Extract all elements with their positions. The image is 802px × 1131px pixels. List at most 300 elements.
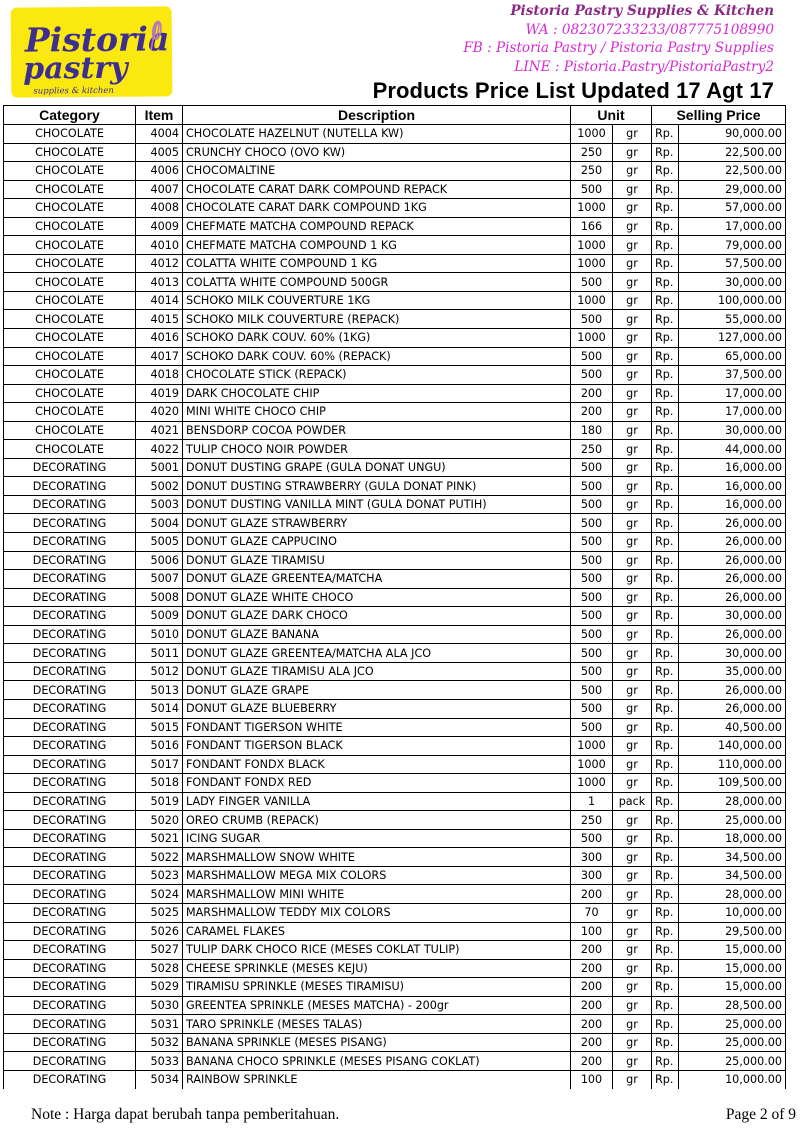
row-unit-qty: 200 (571, 996, 613, 1015)
row-currency: Rp. (652, 366, 679, 385)
row-price: 110,000.00 (679, 755, 786, 774)
row-currency: Rp. (652, 978, 679, 997)
row-category: DECORATING (4, 1052, 136, 1071)
table-row (4, 681, 786, 700)
table-row (4, 477, 786, 496)
row-unit-qty: 1000 (571, 125, 613, 144)
table-row (4, 1015, 786, 1034)
row-price: 22,500.00 (679, 143, 786, 162)
row-item-code: 5003 (136, 495, 183, 514)
row-unit-measure: gr (613, 922, 652, 941)
row-category: DECORATING (4, 848, 136, 867)
row-currency: Rp. (652, 941, 679, 960)
row-category: DECORATING (4, 866, 136, 885)
row-price: 25,000.00 (679, 1015, 786, 1034)
row-description: FONDANT TIGERSON WHITE (183, 718, 571, 737)
row-description: MINI WHITE CHOCO CHIP (183, 403, 571, 422)
row-description: DONUT DUSTING STRAWBERRY (GULA DONAT PINK) (183, 477, 571, 496)
table-row (4, 978, 786, 997)
row-price: 65,000.00 (679, 347, 786, 366)
row-category: CHOCOLATE (4, 421, 136, 440)
row-currency: Rp. (652, 792, 679, 811)
row-price: 35,000.00 (679, 662, 786, 681)
row-item-code: 5020 (136, 811, 183, 830)
row-unit-measure: gr (613, 477, 652, 496)
row-unit-measure: gr (613, 941, 652, 960)
row-category: DECORATING (4, 829, 136, 848)
row-price: 109,500.00 (679, 774, 786, 793)
row-description: ICING SUGAR (183, 829, 571, 848)
row-price: 16,000.00 (679, 477, 786, 496)
row-category: CHOCOLATE (4, 291, 136, 310)
table-row (4, 236, 786, 255)
row-unit-measure: gr (613, 533, 652, 552)
row-description: RAINBOW SPRINKLE (183, 1070, 571, 1089)
row-unit-qty: 1000 (571, 199, 613, 218)
row-unit-qty: 250 (571, 162, 613, 181)
row-item-code: 5011 (136, 644, 183, 663)
row-description: FONDANT TIGERSON BLACK (183, 737, 571, 756)
row-description: MARSHMALLOW MEGA MIX COLORS (183, 866, 571, 885)
row-unit-qty: 200 (571, 1052, 613, 1071)
table-row (4, 570, 786, 589)
row-price: 18,000.00 (679, 829, 786, 848)
row-price: 28,000.00 (679, 885, 786, 904)
row-category: DECORATING (4, 662, 136, 681)
row-unit-measure: gr (613, 514, 652, 533)
table-row (4, 662, 786, 681)
row-unit-qty: 500 (571, 533, 613, 552)
table-row (4, 1070, 786, 1089)
table-row (4, 199, 786, 218)
row-unit-measure: gr (613, 162, 652, 181)
table-row (4, 458, 786, 477)
row-description: SCHOKO MILK COUVERTURE (REPACK) (183, 310, 571, 329)
row-unit-qty: 200 (571, 978, 613, 997)
table-row (4, 514, 786, 533)
row-price: 26,000.00 (679, 699, 786, 718)
row-item-code: 5027 (136, 941, 183, 960)
row-unit-qty: 70 (571, 903, 613, 922)
row-category: CHOCOLATE (4, 310, 136, 329)
row-unit-qty: 200 (571, 403, 613, 422)
row-currency: Rp. (652, 273, 679, 292)
row-unit-qty: 500 (571, 310, 613, 329)
row-category: DECORATING (4, 959, 136, 978)
table-row (4, 291, 786, 310)
table-row (4, 347, 786, 366)
row-description: TIRAMISU SPRINKLE (MESES TIRAMISU) (183, 978, 571, 997)
table-row (4, 551, 786, 570)
row-description: DONUT GLAZE DARK CHOCO (183, 607, 571, 626)
row-category: DECORATING (4, 551, 136, 570)
header-category: Category (4, 106, 136, 125)
row-price: 26,000.00 (679, 551, 786, 570)
row-description: BENSDORP COCOA POWDER (183, 421, 571, 440)
row-description: MARSHMALLOW MINI WHITE (183, 885, 571, 904)
row-unit-measure: gr (613, 495, 652, 514)
row-currency: Rp. (652, 384, 679, 403)
svg-text:Pistoria: Pistoria (24, 19, 170, 60)
row-category: CHOCOLATE (4, 384, 136, 403)
row-currency: Rp. (652, 217, 679, 236)
row-currency: Rp. (652, 959, 679, 978)
row-currency: Rp. (652, 477, 679, 496)
row-unit-qty: 500 (571, 347, 613, 366)
row-price: 15,000.00 (679, 941, 786, 960)
row-unit-measure: gr (613, 310, 652, 329)
row-currency: Rp. (652, 551, 679, 570)
row-category: CHOCOLATE (4, 329, 136, 348)
row-description: TULIP CHOCO NOIR POWDER (183, 440, 571, 459)
row-category: DECORATING (4, 699, 136, 718)
row-unit-measure: gr (613, 366, 652, 385)
row-currency: Rp. (652, 848, 679, 867)
row-unit-qty: 500 (571, 588, 613, 607)
row-currency: Rp. (652, 570, 679, 589)
row-description: DONUT GLAZE TIRAMISU ALA JCO (183, 662, 571, 681)
row-unit-measure: gr (613, 959, 652, 978)
row-description: CHEFMATE MATCHA COMPOUND REPACK (183, 217, 571, 236)
row-unit-measure: gr (613, 588, 652, 607)
row-currency: Rp. (652, 1052, 679, 1071)
row-unit-measure: gr (613, 570, 652, 589)
row-description: DONUT GLAZE TIRAMISU (183, 551, 571, 570)
row-unit-measure: gr (613, 848, 652, 867)
row-unit-qty: 500 (571, 551, 613, 570)
row-unit-qty: 500 (571, 625, 613, 644)
row-item-code: 5018 (136, 774, 183, 793)
row-description: BANANA SPRINKLE (MESES PISANG) (183, 1033, 571, 1052)
row-unit-measure: gr (613, 125, 652, 144)
row-currency: Rp. (652, 903, 679, 922)
row-price: 26,000.00 (679, 588, 786, 607)
row-price: 17,000.00 (679, 217, 786, 236)
row-item-code: 5005 (136, 533, 183, 552)
table-row (4, 366, 786, 385)
row-unit-qty: 200 (571, 1033, 613, 1052)
row-item-code: 4015 (136, 310, 183, 329)
row-unit-measure: gr (613, 199, 652, 218)
row-unit-measure: gr (613, 1015, 652, 1034)
row-description: GREENTEA SPRINKLE (MESES MATCHA) - 200gr (183, 996, 571, 1015)
row-category: CHOCOLATE (4, 199, 136, 218)
row-price: 10,000.00 (679, 903, 786, 922)
row-item-code: 5026 (136, 922, 183, 941)
row-description: DONUT DUSTING VANILLA MINT (GULA DONAT PUTIH) (183, 495, 571, 514)
row-description: OREO CRUMB (REPACK) (183, 811, 571, 830)
row-price: 140,000.00 (679, 737, 786, 756)
row-description: DARK CHOCOLATE CHIP (183, 384, 571, 403)
row-category: DECORATING (4, 1033, 136, 1052)
row-description: MARSHMALLOW TEDDY MIX COLORS (183, 903, 571, 922)
row-currency: Rp. (652, 607, 679, 626)
row-unit-measure: gr (613, 291, 652, 310)
row-unit-measure: gr (613, 180, 652, 199)
table-row (4, 495, 786, 514)
row-category: DECORATING (4, 607, 136, 626)
row-description: CHEFMATE MATCHA COMPOUND 1 KG (183, 236, 571, 255)
row-unit-measure: gr (613, 681, 652, 700)
row-unit-qty: 1000 (571, 291, 613, 310)
row-price: 28,500.00 (679, 996, 786, 1015)
table-row (4, 273, 786, 292)
row-item-code: 5029 (136, 978, 183, 997)
row-item-code: 5016 (136, 737, 183, 756)
row-price: 28,000.00 (679, 792, 786, 811)
whatsapp-contact: WA : 082307233233/087775108990 (525, 21, 774, 38)
row-category: CHOCOLATE (4, 347, 136, 366)
table-row (4, 143, 786, 162)
row-item-code: 5032 (136, 1033, 183, 1052)
row-currency: Rp. (652, 1015, 679, 1034)
row-currency: Rp. (652, 458, 679, 477)
table-row (4, 217, 786, 236)
row-item-code: 5012 (136, 662, 183, 681)
row-price: 37,500.00 (679, 366, 786, 385)
row-item-code: 5008 (136, 588, 183, 607)
row-item-code: 4017 (136, 347, 183, 366)
row-unit-measure: pack (613, 792, 652, 811)
line-contact: LINE : Pistoria.Pastry/PistoriaPastry2 (514, 58, 774, 75)
row-price: 26,000.00 (679, 625, 786, 644)
footer-note: Note : Harga dapat berubah tanpa pemberitahuan. (31, 1106, 340, 1123)
row-item-code: 5015 (136, 718, 183, 737)
row-category: CHOCOLATE (4, 366, 136, 385)
row-item-code: 4018 (136, 366, 183, 385)
row-item-code: 4019 (136, 384, 183, 403)
table-row (4, 162, 786, 181)
row-currency: Rp. (652, 737, 679, 756)
row-currency: Rp. (652, 440, 679, 459)
row-item-code: 5025 (136, 903, 183, 922)
row-item-code: 5004 (136, 514, 183, 533)
row-price: 100,000.00 (679, 291, 786, 310)
row-unit-measure: gr (613, 347, 652, 366)
row-price: 34,500.00 (679, 866, 786, 885)
row-description: LADY FINGER VANILLA (183, 792, 571, 811)
table-row (4, 625, 786, 644)
row-category: DECORATING (4, 941, 136, 960)
row-category: DECORATING (4, 625, 136, 644)
table-row (4, 329, 786, 348)
row-item-code: 4009 (136, 217, 183, 236)
row-currency: Rp. (652, 866, 679, 885)
svg-text:pastry: pastry (22, 50, 128, 87)
row-unit-qty: 500 (571, 829, 613, 848)
row-currency: Rp. (652, 421, 679, 440)
table-row (4, 421, 786, 440)
row-category: DECORATING (4, 792, 136, 811)
row-currency: Rp. (652, 236, 679, 255)
row-category: DECORATING (4, 755, 136, 774)
row-item-code: 4013 (136, 273, 183, 292)
row-price: 127,000.00 (679, 329, 786, 348)
row-description: SCHOKO DARK COUV. 60% (1KG) (183, 329, 571, 348)
row-unit-qty: 500 (571, 681, 613, 700)
row-description: FONDANT FONDX RED (183, 774, 571, 793)
row-unit-qty: 1000 (571, 737, 613, 756)
row-currency: Rp. (652, 699, 679, 718)
table-row (4, 848, 786, 867)
row-unit-qty: 1000 (571, 774, 613, 793)
row-price: 34,500.00 (679, 848, 786, 867)
row-unit-qty: 500 (571, 514, 613, 533)
row-currency: Rp. (652, 162, 679, 181)
row-description: DONUT GLAZE BLUEBERRY (183, 699, 571, 718)
whisk-icon (11, 6, 173, 97)
row-category: CHOCOLATE (4, 180, 136, 199)
row-item-code: 4012 (136, 254, 183, 273)
row-item-code: 5030 (136, 996, 183, 1015)
row-unit-measure: gr (613, 774, 652, 793)
row-item-code: 5023 (136, 866, 183, 885)
row-description: COLATTA WHITE COMPOUND 500GR (183, 273, 571, 292)
row-item-code: 5024 (136, 885, 183, 904)
row-unit-qty: 500 (571, 570, 613, 589)
table-row (4, 588, 786, 607)
row-price: 79,000.00 (679, 236, 786, 255)
table-row (4, 1033, 786, 1052)
row-price: 55,000.00 (679, 310, 786, 329)
table-row (4, 996, 786, 1015)
row-unit-qty: 500 (571, 644, 613, 663)
row-currency: Rp. (652, 254, 679, 273)
row-unit-qty: 500 (571, 366, 613, 385)
row-item-code: 5033 (136, 1052, 183, 1071)
row-unit-measure: gr (613, 903, 652, 922)
row-category: DECORATING (4, 811, 136, 830)
row-item-code: 4021 (136, 421, 183, 440)
row-category: DECORATING (4, 1070, 136, 1089)
table-row (4, 811, 786, 830)
row-currency: Rp. (652, 310, 679, 329)
header-selling-price: Selling Price (652, 106, 786, 125)
row-category: DECORATING (4, 774, 136, 793)
table-row (4, 737, 786, 756)
row-item-code: 5021 (136, 829, 183, 848)
row-category: CHOCOLATE (4, 236, 136, 255)
row-price: 25,000.00 (679, 1052, 786, 1071)
row-item-code: 5002 (136, 477, 183, 496)
table-row (4, 533, 786, 552)
row-unit-measure: gr (613, 607, 652, 626)
row-description: DONUT GLAZE BANANA (183, 625, 571, 644)
table-row (4, 125, 786, 144)
row-currency: Rp. (652, 996, 679, 1015)
row-price: 25,000.00 (679, 1033, 786, 1052)
row-unit-qty: 1000 (571, 329, 613, 348)
row-currency: Rp. (652, 199, 679, 218)
row-unit-qty: 300 (571, 866, 613, 885)
row-description: SCHOKO DARK COUV. 60% (REPACK) (183, 347, 571, 366)
row-unit-qty: 100 (571, 922, 613, 941)
row-unit-measure: gr (613, 755, 652, 774)
row-unit-measure: gr (613, 644, 652, 663)
row-unit-qty: 200 (571, 959, 613, 978)
row-unit-qty: 500 (571, 607, 613, 626)
row-price: 40,500.00 (679, 718, 786, 737)
row-category: DECORATING (4, 996, 136, 1015)
facebook-contact: FB : Pistoria Pastry / Pistoria Pastry Supplies (463, 40, 774, 57)
row-unit-qty: 500 (571, 180, 613, 199)
table-row (4, 384, 786, 403)
row-item-code: 5001 (136, 458, 183, 477)
row-category: DECORATING (4, 570, 136, 589)
row-currency: Rp. (652, 774, 679, 793)
row-unit-qty: 166 (571, 217, 613, 236)
row-currency: Rp. (652, 588, 679, 607)
contact-block (463, 2, 774, 76)
page-number: Page 2 of 9 (725, 1106, 796, 1123)
row-currency: Rp. (652, 403, 679, 422)
row-currency: Rp. (652, 1033, 679, 1052)
row-unit-qty: 500 (571, 273, 613, 292)
row-currency: Rp. (652, 125, 679, 144)
row-item-code: 5028 (136, 959, 183, 978)
row-unit-measure: gr (613, 254, 652, 273)
row-currency: Rp. (652, 533, 679, 552)
row-currency: Rp. (652, 718, 679, 737)
row-price: 26,000.00 (679, 533, 786, 552)
row-currency: Rp. (652, 291, 679, 310)
row-unit-qty: 500 (571, 699, 613, 718)
row-currency: Rp. (652, 347, 679, 366)
row-description: DONUT GLAZE CAPPUCINO (183, 533, 571, 552)
row-description: DONUT GLAZE GRAPE (183, 681, 571, 700)
row-category: DECORATING (4, 885, 136, 904)
row-price: 15,000.00 (679, 959, 786, 978)
table-row (4, 755, 786, 774)
row-price: 17,000.00 (679, 384, 786, 403)
row-category: DECORATING (4, 718, 136, 737)
row-price: 22,500.00 (679, 162, 786, 181)
row-description: MARSHMALLOW SNOW WHITE (183, 848, 571, 867)
row-description: COLATTA WHITE COMPOUND 1 KG (183, 254, 571, 273)
table-row (4, 792, 786, 811)
row-unit-measure: gr (613, 718, 652, 737)
row-description: DONUT GLAZE GREENTEA/MATCHA (183, 570, 571, 589)
row-description: CHOCOLATE HAZELNUT (NUTELLA KW) (183, 125, 571, 144)
header-description: Description (183, 106, 571, 125)
row-unit-qty: 200 (571, 1015, 613, 1034)
row-category: DECORATING (4, 681, 136, 700)
row-unit-qty: 250 (571, 143, 613, 162)
row-unit-measure: gr (613, 236, 652, 255)
table-body (4, 125, 786, 1089)
row-currency: Rp. (652, 1070, 679, 1089)
row-unit-qty: 180 (571, 421, 613, 440)
row-item-code: 5019 (136, 792, 183, 811)
row-category: DECORATING (4, 477, 136, 496)
table-row (4, 607, 786, 626)
row-currency: Rp. (652, 143, 679, 162)
row-unit-measure: gr (613, 1052, 652, 1071)
row-category: CHOCOLATE (4, 162, 136, 181)
table-row (4, 718, 786, 737)
row-description: DONUT GLAZE GREENTEA/MATCHA ALA JCO (183, 644, 571, 663)
row-unit-measure: gr (613, 273, 652, 292)
row-unit-qty: 1 (571, 792, 613, 811)
row-item-code: 5014 (136, 699, 183, 718)
row-unit-qty: 1000 (571, 254, 613, 273)
table-row (4, 829, 786, 848)
table-row (4, 440, 786, 459)
row-category: DECORATING (4, 978, 136, 997)
row-item-code: 5022 (136, 848, 183, 867)
row-unit-measure: gr (613, 829, 652, 848)
row-category: DECORATING (4, 458, 136, 477)
